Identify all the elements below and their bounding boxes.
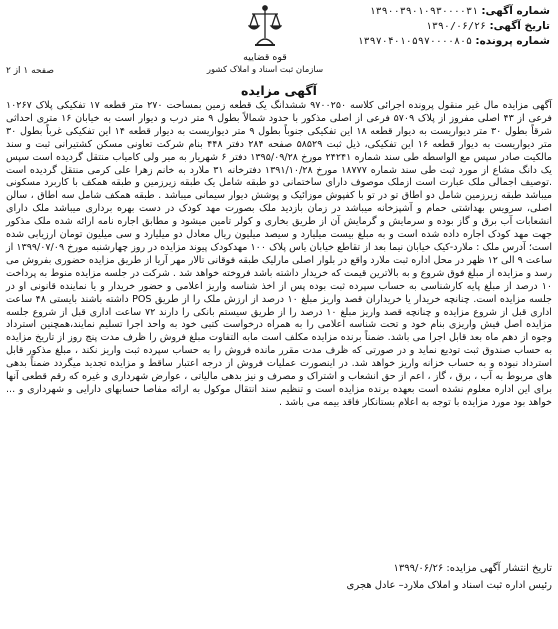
- org-name: قوه قضاییه: [243, 52, 287, 63]
- organization-block: [190, 52, 340, 76]
- org-subtitle: سازمان ثبت اسناد و املاک کشور: [206, 65, 324, 75]
- notice-footer: [6, 560, 552, 594]
- notice-body-text: آگهی مزایده مال غیر منقول پرونده اجرائی کلاسه ۹۷۰۰۲۵۰ ششدانگ یک قطعه زمین بمساحت ۲۷۰ متر قطعه ۱۷ تفکیکی پلاک ۱۰۲۶۷ فرعی از ۴۳ اصلی مفروز از پلاک ۵۷۰۹ فرعی از اصلی مذکور با حدود شمالاً بطول ۹ متر درب و دیوار است به خیابان ۱۶ متری احداثی شرقاً بطول ۳۰ متر دیواریست به دیوار قطعه ۱۸ این تفکیکی جنوباً بطول ۹ متر دیواریست به دیوار قطعه ۱۴ این تفکیکی غرباً بطول ۳۰ متر دیواریست به دیوار قطعه ۱۶ این تفکیکی، ذیل ثبت ۵۸۵۲۹ صفحه ۲۸۴ دفتر ۴۴۸ بنام شرکت تعاونی مسکن کشتیرانی ثبت و سند مالکیت صادر سپس مع الواسطه طی سند شماره ۲۴۲۴۱ مورخ ۱۳۹۵/۰۹/۲۸ دفتر ۶ شهریار به میر ولی کامیاب منتقل گردیده است سپس یک دانگ مشاع از مورد ثبت طی سند شماره ۱۸۷۷۷ مورخ ۱۳۹۱/۱۰/۲۸ دفترخانه ۳۱ ملارد به خانم زهرا علی کرمی منتقل گردیده است .توصیف اجمالی ملک عبارت است ازملک موصوف دارای ساختمانی دو طبقه شامل یک طبقه زیرزمین و طبقه همکف با کاربرد مسکونی میباشد طبقه زیرزمین شامل دو اطاق تو در تو با کفپوش موزائیک و پوشش دیوار سیمانی میباشد . طبقه همکف شامل سه اطاق ، سالن اصلی، سرویس بهداشتی حمام و آشپزخانه میباشد در زمان بازدید ملک بصورت مهد کودک در دست بهره برداری میباشد ملک دارای انشعابات آب برق و گاز بوده و سرمایش و گرمایش آن از طریق بخاری و کولر تامین میشود و مطابق اجاره نامه ارائه شده ملک مذکور جهت مهد کودک اجاره داده شده است و به مبلغ بیست میلیارد و سیصد میلیون ریال معادل دو میلیارد و سی میلیون تومان ارزیابی شده است؛ آدرس ملک : ملارد-کیک خیابان نیما بعد از تقاطع خیابان یاس پلاک ۱۰۰ مهدکودک پیوند مزایده در روز چهارشنبه مورخ ۱۳۹۹/۰۷/۰۹ از ساعت ۹ الی ۱۲ ظهر در محل اداره ثبت ملارد واقع در بلوار اصلی مارلیک طبقه فوقانی تالار مهر آریا از طریق مزایده حضوری بفروش می رسد و مزایده از مبلغ فوق شروع و به بالاترین قیمت که خریدار داشته باشد فروخته خواهد شد . شرکت در جلسه مزایده منوط به پرداخت ۱۰ درصد از مبلغ پایه کارشناسی به حساب سپرده ثبت بوده پس از اخذ شناسه واریز اعلامی و حضور خریدار و یا نماینده قانونی او در جلسه مزایده است. چنانچه خریدار یا خریداران قصد واریز مبلغ ۱۰ درصد از ارزش ملک را از طریق POS داشته باشند بایستی ۴۸ ساعت اداری قبل از شروع مزایده و چنانچه قصد واریز مبلغ ۱۰ درصد را از طریق سیستم بانکی را دارند ۷۲ ساعت اداری قبل از شروع جلسه مزایده اصل فیش واریزی بنام خود و تحت شناسه اعلامی را به همراه درخواست کتبی خود به واحد اجرا تسلیم نمایند،همچنین استرداد وجوه از دهم ماه بعد قابل اجرا می باشد. ضمناً برنده مزایده مکلف است مابه التفاوت مبلغ فروش را ظرف مدت پنج روز از تاریخ مزایده به حساب صندوق ثبت تودیع نماید و در صورتی که ظرف مدت مقرر مانده فروش را به حساب سپرده ثبت واریز نکند ، مبلغ مذکور قابل استرداد نبوده و به حساب خزانه واریز خواهد شد. در اینصورت عملیات فروش از درجه اعتبار ساقط و مزایده تجدید میگردد ضمناً بدهی های مربوط به آب ، برق ، گاز ، اعم از حق انشعاب و اشتراک و مصرف و نیز بدهی مالیاتی ، عوارض شهرداری و غیره که رقم قطعی آنها برای این اداره معلوم نشده است بعهده برنده مزایده است و تنظیم سند انتقال موکول به ارائه مفاصا حسابهای دارایی و شهرداری و ... خواهد بود مورد مزایده با توجه به اعلام بستانکار فاقد بیمه می باشد .: [6, 100, 553, 408]
- notice-number-label: شماره آگهی:: [481, 5, 550, 17]
- notice-body: [6, 100, 552, 410]
- notice-date-row: [358, 19, 550, 34]
- notice-meta: [358, 4, 550, 49]
- notice-number-row: [358, 4, 550, 19]
- file-number-row: [358, 34, 550, 49]
- publish-date-line: تاریخ انتشار آگهی مزایده: ۱۳۹۹/۰۶/۲۶: [393, 563, 552, 574]
- signature-line: رئیس اداره ثبت اسناد و املاک ملارد– عادل هجری: [346, 580, 552, 591]
- page-indicator: صفحه ۱ از ۲: [6, 66, 54, 76]
- file-number: ۱۳۹۷۰۴۰۱۰۵۹۷۰۰۰۰۸۰۵: [357, 36, 473, 47]
- notice-date: ۱۳۹۰/۰۶/۲۶: [425, 21, 487, 32]
- notice-number: ۱۳۹۰۰۳۹۰۱۰۹۳۰۰۰۰۳۱: [369, 6, 478, 17]
- notice-date-label: تاریخ آگهی:: [489, 20, 550, 32]
- page-title: آگهی مزایده: [241, 83, 317, 98]
- file-number-label: شماره پرونده:: [475, 35, 550, 47]
- judiciary-scales-emblem-icon: [248, 4, 282, 48]
